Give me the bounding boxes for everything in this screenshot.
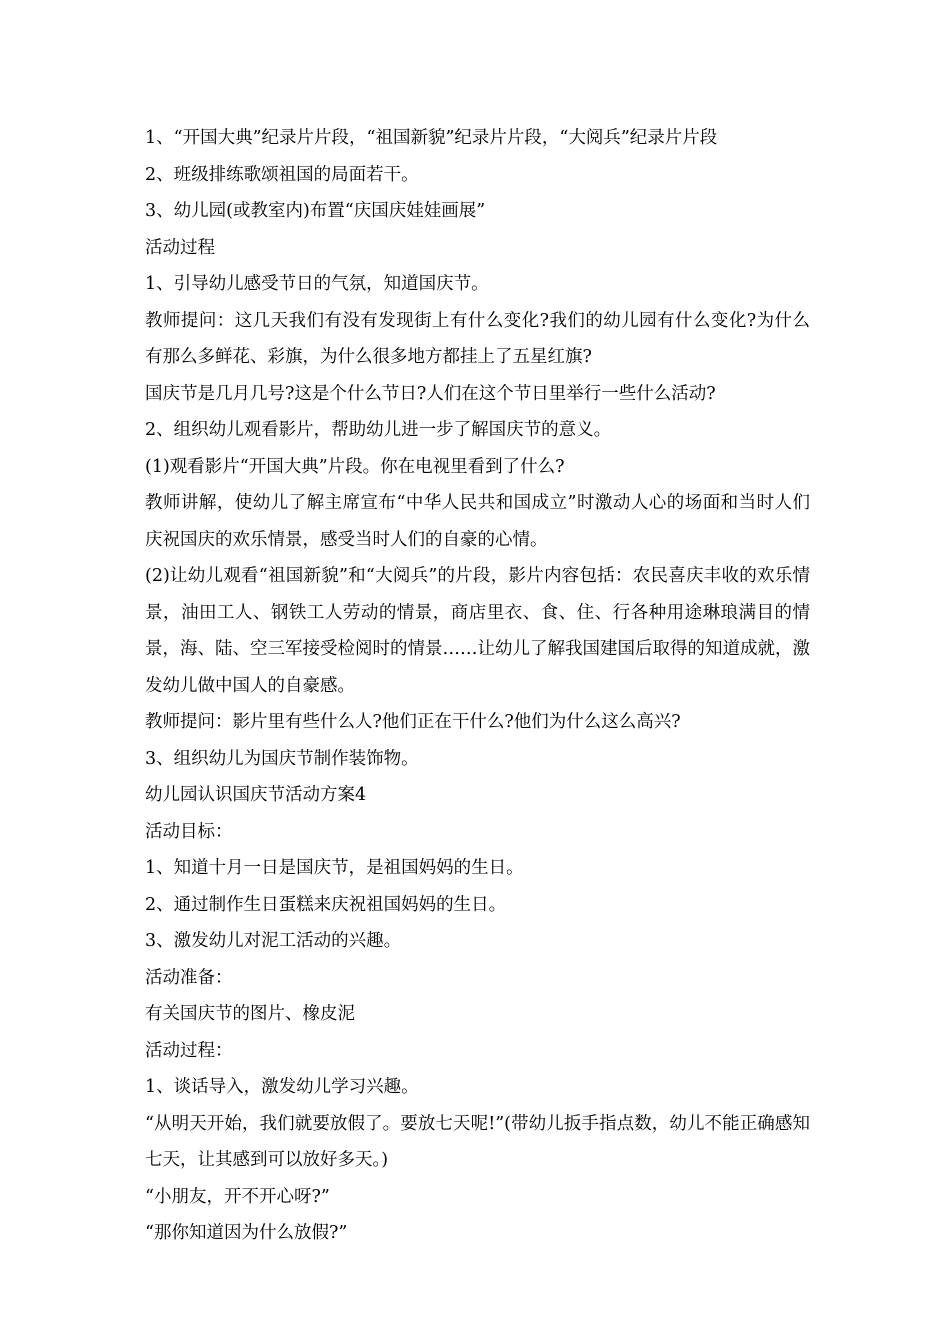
section-heading-process: 活动过程 bbox=[145, 237, 215, 258]
dialogue-2: “小朋友，开不开心呀?” bbox=[145, 1186, 330, 1207]
process-step-1b: 1、谈话导入，激发幼儿学习兴趣。 bbox=[145, 1077, 419, 1097]
process-step-2: 2、组织幼儿观看影片，帮助幼儿进一步了解国庆节的意义。 bbox=[145, 420, 612, 440]
section-heading-goals: 活动目标： bbox=[145, 821, 233, 842]
teacher-explanation: 教师讲解，使幼儿了解主席宣布“中华人民共和国成立”时激动人心的场面和当时人们庆祝国庆的欢乐情景，感受当时人们的自豪的心情。 bbox=[145, 493, 810, 550]
plan-title-4: 幼儿园认识国庆节活动方案4 bbox=[145, 785, 367, 805]
teacher-question-2: 教师提问：影片里有些什么人?他们正在干什么?他们为什么这么高兴? bbox=[145, 712, 681, 732]
section-heading-preparation: 活动准备： bbox=[145, 967, 233, 988]
section-heading-process-2: 活动过程： bbox=[145, 1040, 233, 1061]
process-step-3: 3、组织幼儿为国庆节制作装饰物。 bbox=[145, 748, 419, 769]
sub-step-1: (1)观看影片“开国大典”片段。你在电视里看到了什么? bbox=[145, 456, 565, 477]
question-paragraph: 国庆节是几月几号?这是个什么节日?人们在这个节日里举行一些什么活动? bbox=[145, 383, 716, 404]
document-page bbox=[145, 120, 810, 1252]
material-item-2: 2、班级排练歌颂祖国的局面若干。 bbox=[145, 164, 419, 185]
dialogue-3: “那你知道因为什么放假?” bbox=[145, 1223, 348, 1243]
goal-item-1: 1、知道十月一日是国庆节，是祖国妈妈的生日。 bbox=[145, 858, 524, 878]
material-item-3: 3、幼儿园(或教室内)布置“庆国庆娃娃画展” bbox=[145, 201, 486, 221]
sub-step-2: (2)让幼儿观看“祖国新貌”和“大阅兵”的片段，影片内容包括：农民喜庆丰收的欢乐情景，油田工人、钢铁工人劳动的情景，商店里衣、食、住、行各种用途琳琅满目的情景，海、陆、空三军接受检阅时的情景……让幼儿了解我国建国后取得的知道成就，激发幼儿做中国人的自豪感。 bbox=[145, 566, 810, 696]
teacher-question-1: 教师提问：这几天我们有没有发现街上有什么变化?我们的幼儿园有什么变化?为什么有那么多鲜花、彩旗，为什么很多地方都挂上了五星红旗? bbox=[145, 310, 810, 367]
goal-item-2: 2、通过制作生日蛋糕来庆祝祖国妈妈的生日。 bbox=[145, 894, 507, 915]
material-item-1: 1、“开国大典”纪录片片段，“祖国新貌”纪录片片段，“大阅兵”纪录片片段 bbox=[145, 128, 718, 148]
process-step-1: 1、引导幼儿感受节日的气氛，知道国庆节。 bbox=[145, 274, 489, 294]
goal-item-3: 3、激发幼儿对泥工活动的兴趣。 bbox=[145, 931, 402, 951]
dialogue-1: “从明天开始，我们就要放假了。要放七天呢!”(带幼儿扳手指点数，幼儿不能正确感知七天，让其感到可以放好多天。) bbox=[145, 1113, 810, 1170]
preparation-item: 有关国庆节的图片、橡皮泥 bbox=[145, 1004, 355, 1024]
